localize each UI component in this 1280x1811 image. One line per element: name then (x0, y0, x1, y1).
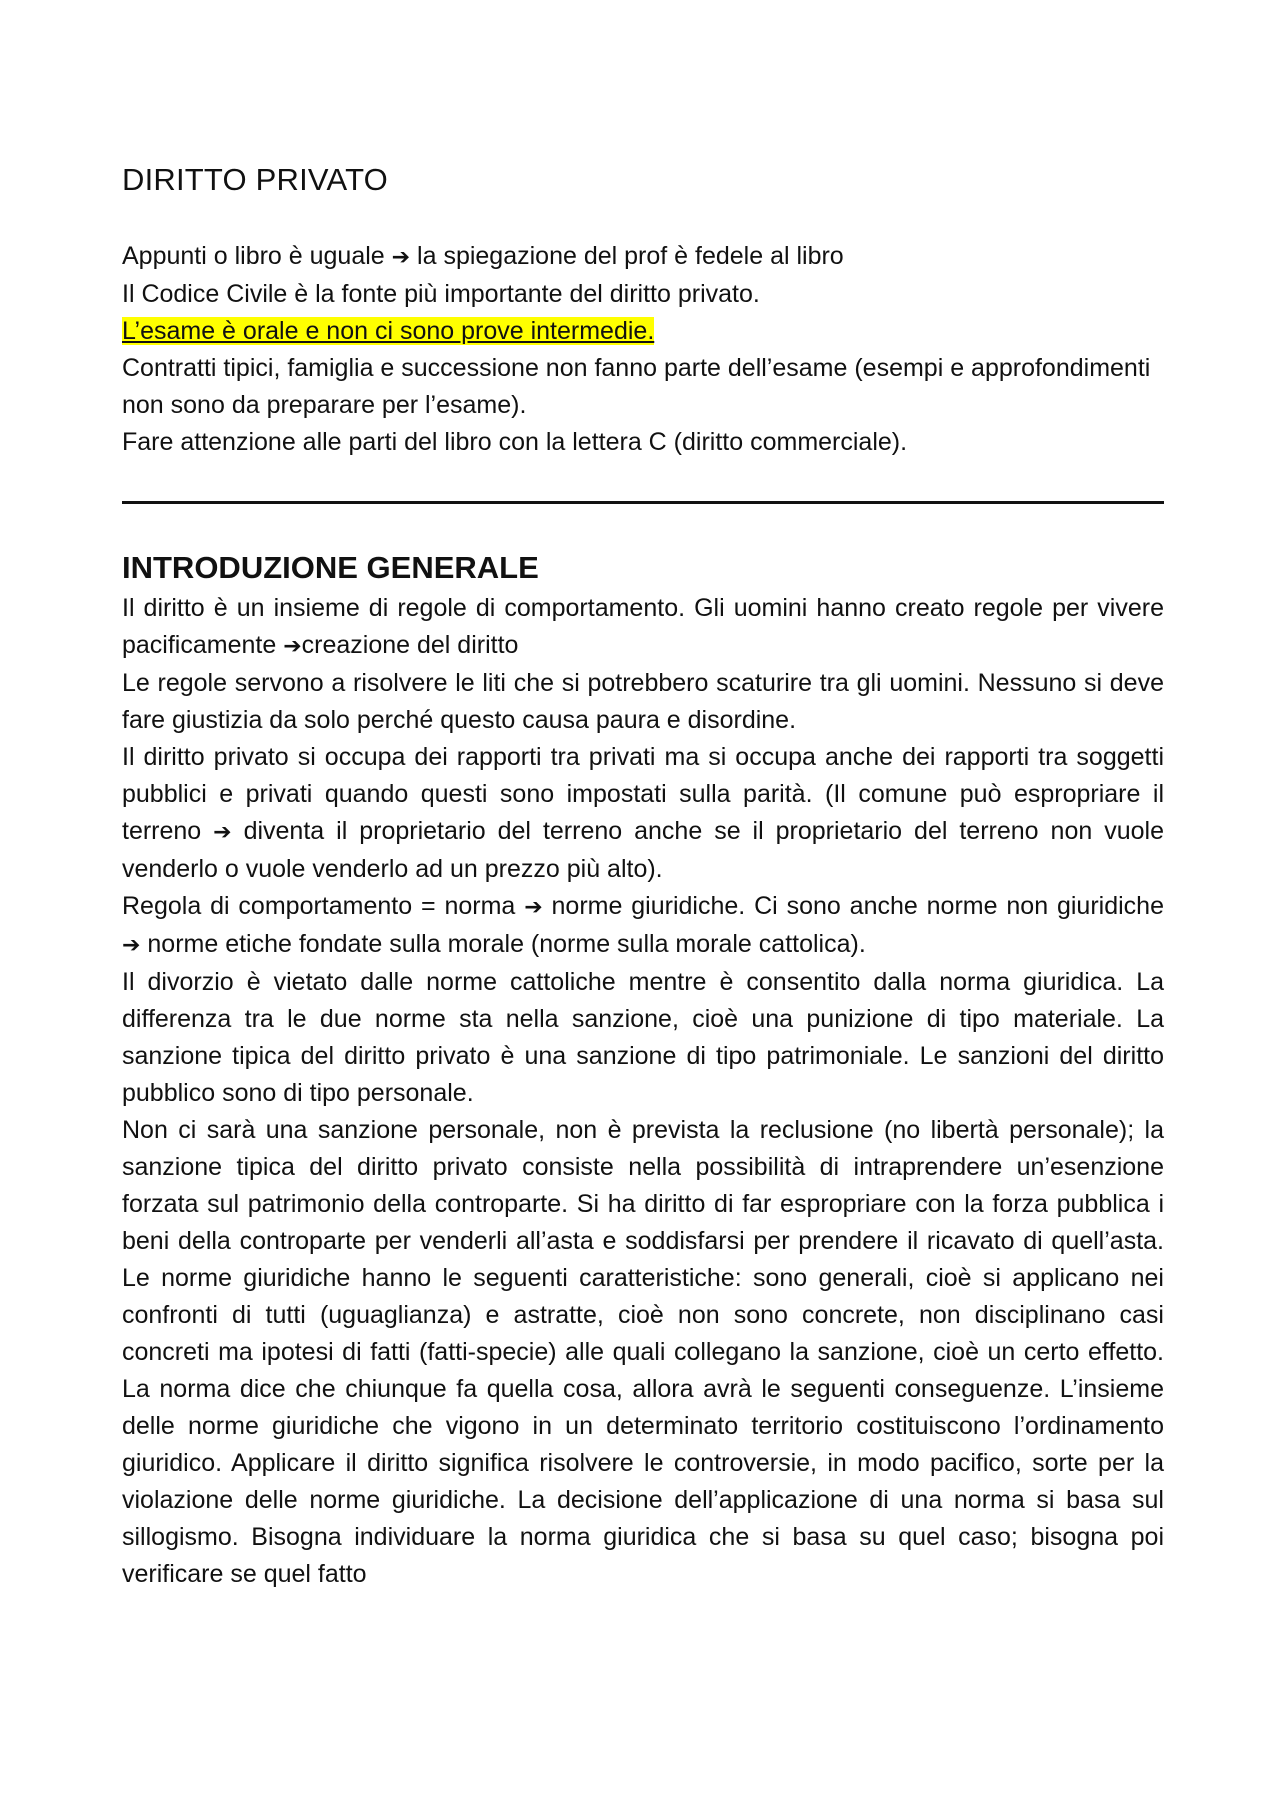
note-text: Appunti o libro è uguale (122, 242, 392, 270)
paragraph: Le regole servono a risolvere le liti che si potrebbero scaturire tra gli uomini. Nessuno si deve fare giustizia da solo perché questo causa paura e disordine. (122, 669, 1164, 734)
note-line-5: Fare attenzione alle parti del libro con la lettera C (diritto commerciale). (122, 428, 908, 456)
document-page (122, 150, 1164, 1593)
highlighted-note: L’esame è orale e non ci sono prove intermedie. (122, 317, 655, 345)
intro-notes (122, 238, 1164, 461)
paragraph: Il divorzio è vietato dalle norme cattoliche mentre è consentito dalla norma giuridica. La differenza tra le due norme sta nella sanzione, cioè una punizione di tipo materiale. La sanzione tipica del diritto privato è una sanzione di tipo patrimoniale. Le sanzioni del diritto pubblico sono di tipo personale. (122, 968, 1164, 1107)
arrow-right-icon: ➔ (283, 634, 302, 659)
paragraph-text: Il diritto è un insieme di regole di comportamento. Gli uomini hanno creato regole per vivere pacificamente (122, 594, 1164, 659)
section-title: INTRODUZIONE GENERALE (122, 550, 539, 585)
arrow-right-icon: ➔ (122, 933, 141, 958)
note-text: la spiegazione del prof è fedele al libro (410, 242, 844, 270)
paragraph-text: diventa il proprietario del terreno anche se il proprietario del terreno non vuole venderlo o vuole venderlo ad un prezzo più alto). (122, 817, 1164, 883)
paragraph (122, 739, 1164, 888)
arrow-right-icon: ➔ (524, 895, 543, 920)
horizontal-divider (122, 501, 1164, 504)
note-line-3 (122, 313, 1164, 350)
paragraph: Non ci sarà una sanzione personale, non è prevista la reclusione (no libertà personale); la sanzione tipica del diritto privato consiste nella possibilità di intraprendere un’esenzione forzata sul patrimonio della controparte. Si ha diritto di far espropriare con la forza pubblica i beni della controparte per venderli all’asta e soddisfarsi per prendere il ricavato di quell’asta. Le norme giuridiche hanno le seguenti caratteristiche: sono generali, cioè si applicano nei confronti di tutti (uguaglianza) e astratte, cioè non sono concrete, non disciplinano casi concreti ma ipotesi di fatti (fatti-specie) alle quali collegano la sanzione, cioè un certo effetto. La norma dice che chiunque fa quella cosa, allora avrà le seguenti conseguenze. L’insieme delle norme giuridiche che vigono in un determinato territorio costituiscono l’ordinamento giuridico. Applicare il diritto significa risolvere le controversie, in modo pacifico, sorte per la violazione delle norme giuridiche. La decisione dell’applicazione di una norma si basa sul sillogismo. Bisogna individuare la norma giuridica che si basa su quel caso; bisogna poi verificare se quel fatto (122, 1116, 1164, 1588)
note-line-2: Il Codice Civile è la fonte più importante del diritto privato. (122, 280, 760, 308)
section-body (122, 590, 1164, 1593)
paragraph (122, 888, 1164, 964)
note-line-1 (122, 238, 1164, 276)
paragraph-text: Regola di comportamento = norma (122, 892, 525, 920)
note-line-4: Contratti tipici, famiglia e successione non fanno parte dell’esame (esempi e approfondimenti non sono da preparare per l’esame). (122, 354, 1151, 419)
paragraph (122, 590, 1164, 665)
document-title: DIRITTO PRIVATO (122, 162, 388, 197)
paragraph-text: creazione del diritto (301, 631, 519, 659)
paragraph-text: norme etiche fondate sulla morale (norme sulla morale cattolica). (140, 930, 866, 958)
arrow-right-icon: ➔ (213, 820, 232, 845)
arrow-right-icon: ➔ (391, 245, 411, 270)
paragraph-text: Il diritto privato si occupa dei rapporti tra privati ma si occupa anche dei rapporti tra soggetti pubblici e privati quando questi sono impostati sulla parità. (Il comune può espropriare il terreno (122, 743, 1164, 845)
paragraph-text: norme giuridiche. Ci sono anche norme non giuridiche (542, 892, 1164, 920)
